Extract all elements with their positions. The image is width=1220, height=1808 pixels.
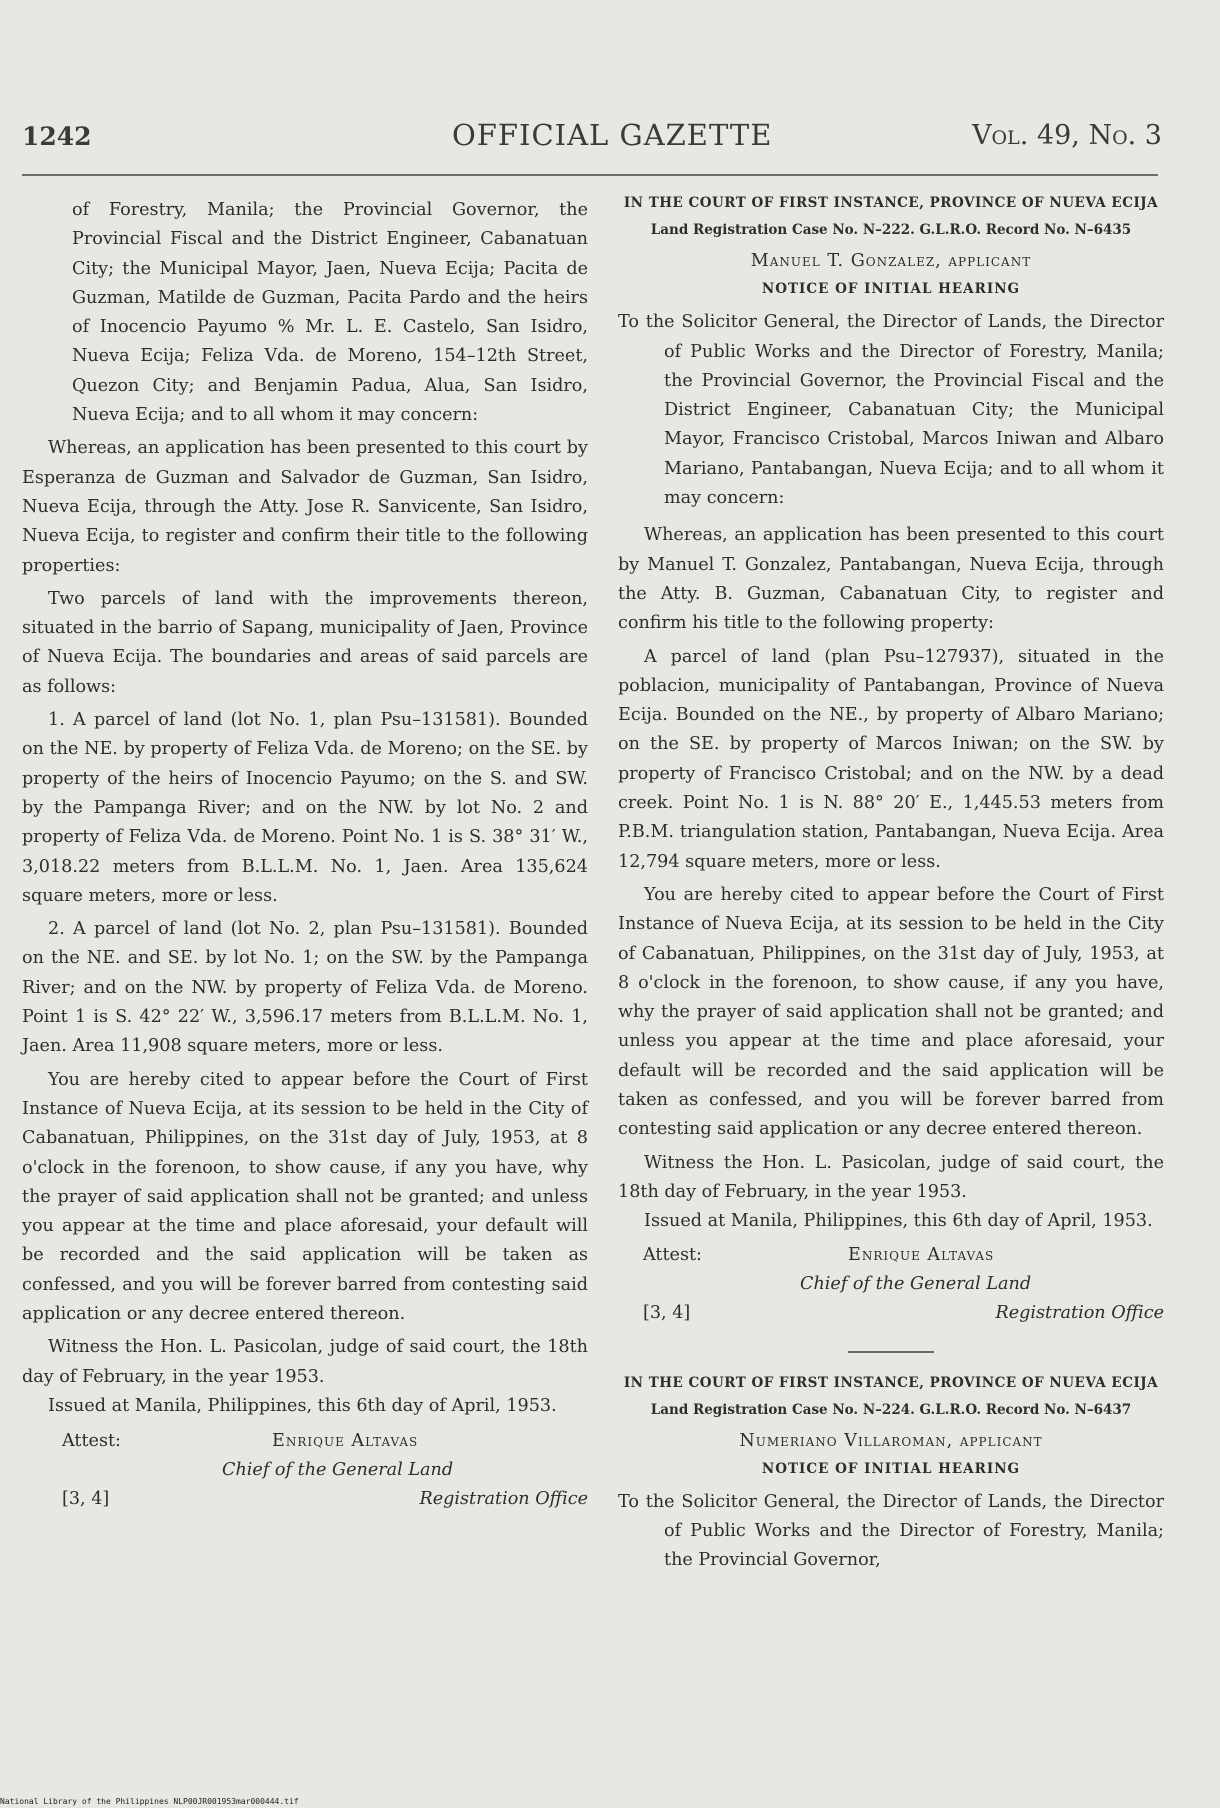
notice-title: NOTICE OF INITIAL HEARING	[761, 1460, 1021, 1477]
parcel-description: A parcel of land (plan Psu–127937), situated in the poblacion, municipality of Pantabangan, Province of Nueva Ecija. Bounded on the NE., by property of Albaro Mariano; on the SE. by property of Marcos Iniwan; on the SW. by property of Francisco Cristobal; and on the NW. by a dead creek. Point No. 1 is N. 88° 20′ E., 1,445.53 meters from P.B.M. triangulation station, Pantabangan, Nueva Ecija. Area 12,794 square meters, more or less.	[618, 646, 1164, 872]
parcels-intro: Two parcels of land with the improvements thereon, situated in the barrio of Sapang, municipality of Jaen, Province of Nueva Ecija. The boundaries and areas of said parcels are as follows:	[22, 588, 588, 697]
notice-separator	[848, 1351, 934, 1353]
parcel-1-description: 1. A parcel of land (lot No. 1, plan Psu–131581). Bounded on the NE. by property of Feliza Vda. de Moreno; on the SE. by property of the heirs of Inocencio Payumo; on the S. and SW. by the Pampanga River; and on the NW. by lot No. 2 and property of Feliza Vda. de Moreno. Point No. 1 is S. 38° 31′ W., 3,018.22 meters from B.L.L.M. No. 1, Jaen. Area 135,624 square meters, more or less.	[22, 710, 588, 906]
archive-footer: National Library of the Philippines NLP00JR001953mar000444.tif	[0, 1797, 299, 1806]
addressee-continuation: of Forestry, Manila; the Provincial Governor, the Provincial Fiscal and the District Engineer, Cabanatuan City; the Municipal Mayor, Jaen, Nueva Ecija; Pacita de Guzman, Matilde de Guzman, Pacita Pardo and the heirs of Inocencio Payumo % Mr. L. E. Castelo, San Isidro, Nueva Ecija; Feliza Vda. de Moreno, 154–12th Street, Quezon City; and Benjamin Padua, Alua, San Isidro, Nueva Ecija; and to all whom it may concern:	[72, 200, 588, 426]
witness-paragraph: Witness the Hon. L. Pasicolan, judge of said court, the 18th day of February, in the year 1953.	[618, 1152, 1164, 1202]
citation-paragraph: You are hereby cited to appear before the Court of First Instance of Nueva Ecija, at its session to be held in the City of Cabanatuan, Philippines, on the 31st day of July, 1953, at 8 o'clock in the forenoon, to show cause, if any you have, why the prayer of said application shall not be granted; and unless you appear at the time and place aforesaid, your default will be recorded and the said application will be taken as confessed, and you will be forever barred from contesting said application or any decree entered thereon.	[22, 1069, 588, 1324]
attest-role-line-2: Registration Office	[419, 1489, 588, 1510]
case-number: Land Registration Case No. N–224. G.L.R.O. Record No. N–6437	[650, 1401, 1132, 1418]
applicant-name: Numeriano Villaroman, applicant	[739, 1430, 1043, 1451]
attest-signatory: Enrique Altavas	[272, 1431, 419, 1452]
addressee-paragraph	[618, 308, 1164, 513]
attestation-block	[22, 1427, 588, 1515]
whereas-paragraph: Whereas, an application has been presented to this court by Esperanza de Guzman and Salvador de Guzman, San Isidro, Nueva Ecija, through the Atty. Jose R. Sanvicente, San Isidro, Nueva Ecija, to register and confirm their title to the following properties:	[22, 438, 588, 576]
issue-reference: [3, 4]	[62, 1489, 110, 1510]
attest-label: Attest:	[643, 1244, 702, 1265]
notice-numeriano-villaroman	[618, 1373, 1164, 1576]
issued-paragraph: Issued at Manila, Philippines, this 6th day of April, 1953.	[644, 1211, 1153, 1232]
citation-paragraph: You are hereby cited to appear before the Court of First Instance of Nueva Ecija, at its session to be held in the City of Cabanatuan, Philippines, on the 31st day of July, 1953, at 8 o'clock in the forenoon, to show cause, if any you have, why the prayer of said application shall not be granted; and unless you appear at the time and place aforesaid, your default will be recorded and the said application will be taken as confessed, and you will be forever barred from contesting said application or any decree entered thereon.	[618, 884, 1164, 1140]
court-heading: IN THE COURT OF FIRST INSTANCE, PROVINCE OF NUEVA ECIJA	[623, 1374, 1159, 1391]
whereas-paragraph: Whereas, an application has been presented to this court by Manuel T. Gonzalez, Pantabangan, Nueva Ecija, through the Atty. B. Guzman, Cabanatuan City, to register and confirm his title to the following property:	[618, 525, 1164, 634]
issued-paragraph: Issued at Manila, Philippines, this 6th day of April, 1953.	[48, 1395, 557, 1416]
parcel-2-description: 2. A parcel of land (lot No. 2, plan Psu–131581). Bounded on the NE. and SE. by lot No. 1; on the SW. by the Pampanga River; and on the NW. by property of Feliza Vda. de Moreno. Point 1 is S. 42° 22′ W., 3,596.17 meters from B.L.L.M. No. 1, Jaen. Area 11,908 square meters, more or less.	[22, 919, 588, 1057]
addressee-list: Solicitor General, the Director of Lands, the Director of Public Works and the Director of Forestry, Manila; the Provincial Governor,	[664, 1491, 1164, 1571]
addressee-list: Solicitor General, the Director of Lands, the Director of Public Works and the Director of Forestry, Manila; the Provincial Governor, the Provincial Fiscal and the District Engineer, Cabanatuan City; the Municipal Mayor, Francisco Cristobal, Marcos Iniwan and Albaro Mariano, Pantabangan, Nueva Ecija; and to all whom it may concern:	[664, 312, 1164, 509]
page-header	[22, 118, 1162, 158]
notice-manuel-gonzalez	[618, 193, 1164, 1329]
court-heading: IN THE COURT OF FIRST INSTANCE, PROVINCE OF NUEVA ECIJA	[623, 195, 1159, 211]
page-number: 1242	[22, 122, 92, 151]
attest-role-line-1: Chief of the General Land	[222, 1460, 454, 1481]
attest-role-line-2: Registration Office	[995, 1302, 1164, 1323]
notice-title: NOTICE OF INITIAL HEARING	[761, 281, 1021, 298]
applicant-name: Manuel T. Gonzalez, applicant	[750, 251, 1032, 271]
addressee-paragraph	[618, 1488, 1164, 1576]
addressee-lead: To the	[618, 312, 675, 333]
case-number: Land Registration Case No. N–222. G.L.R.O. Record No. N–6435	[650, 222, 1132, 238]
attest-role-line-1: Chief of the General Land	[800, 1273, 1032, 1294]
right-column	[618, 193, 1164, 1576]
attest-signatory: Enrique Altavas	[848, 1244, 995, 1265]
left-column	[22, 196, 588, 1515]
witness-paragraph: Witness the Hon. L. Pasicolan, judge of said court, the 18th day of February, in the year 1953.	[22, 1337, 588, 1387]
volume-number: Vol. 49, No. 3	[972, 120, 1162, 151]
attest-label: Attest:	[62, 1431, 121, 1452]
addressee-lead: To the	[618, 1491, 675, 1512]
attestation-block	[618, 1241, 1164, 1329]
header-rule	[22, 174, 1158, 176]
publication-title: OFFICIAL GAZETTE	[452, 118, 773, 152]
issue-reference: [3, 4]	[643, 1302, 691, 1323]
